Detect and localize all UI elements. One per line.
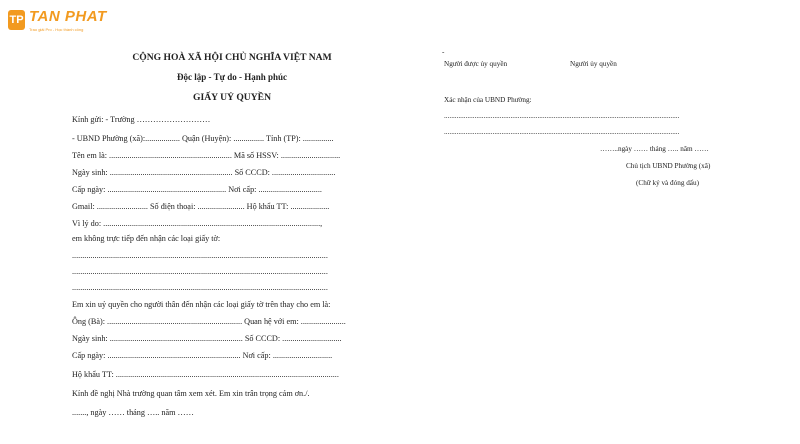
confirmation-date: ……..ngày …… tháng ….. năm …… (600, 145, 709, 153)
dotted-line: ................................................................................................................................... (444, 112, 680, 120)
form-line: Cấp ngày: .......................................................... Nơi cấp: ............................... (72, 185, 322, 194)
form-line: Ngày sinh: ............................................................ Số CCCD: ............................... (72, 168, 336, 177)
form-line: ......., ngày …… tháng ….. năm …… (72, 408, 194, 417)
form-line: Gmail: ......................... Số điện thoại: ....................... Hộ khẩu TT: ................... (72, 202, 330, 211)
form-line: Hộ khẩu TT: ............................................................................................................. (72, 370, 339, 379)
document-title: GIẤY UỶ QUYỀN (193, 92, 271, 103)
form-line: Tên em là: ............................................................ Mã số HSSV: ............................. (72, 151, 341, 160)
dotted-line: ................................................................................................................................... (444, 128, 680, 136)
form-line: ............................................................................................................................. (72, 283, 328, 292)
national-title: CỘNG HOÀ XÃ HỘI CHỦ NGHĨA VIỆT NAM (132, 52, 332, 63)
brand-tagline: Trao giải Pro - Học thành công (29, 27, 84, 32)
brand-name: TAN PHAT (29, 8, 107, 25)
form-line: Kính đề nghị Nhà trường quan tâm xem xét. Em xin trân trọng cảm ơn./. (72, 389, 310, 398)
form-line: - UBND Phường (xã):................. Quận (Huyện): ............... Tỉnh (TP): ............... (72, 134, 334, 143)
form-line: ............................................................................................................................. (72, 267, 328, 276)
national-motto: Độc lập - Tự do - Hạnh phúc (176, 72, 287, 82)
signature-note: (Chữ ký và đóng dấu) (636, 179, 699, 187)
form-line: ............................................................................................................................. (72, 251, 328, 260)
ward-confirmation-label: Xác nhận của UBND Phường: (444, 96, 532, 104)
brand-logo (8, 8, 107, 32)
form-line: Vì lý do: .........................................................................................................., (72, 219, 323, 228)
form-line: Kính gửi: - Trường ……………………… (72, 115, 211, 124)
form-line: em không trực tiếp đến nhận các loại giấy tờ: (72, 234, 221, 243)
form-line: Ông (Bà): .................................................................. Quan hệ với em: ...................... (72, 317, 346, 326)
form-line: Ngày sinh: ................................................................. Số CCCD: ............................. (72, 334, 342, 343)
dash-mark: - (442, 48, 445, 56)
form-line: Em xin uỷ quyền cho người thân đến nhận các loại giấy tờ trên thay cho em là: (72, 300, 331, 309)
form-line: Cấp ngày: ................................................................. Nơi cấp: ............................. (72, 351, 333, 360)
authorized-person-label: Người được ủy quyền (444, 60, 508, 68)
logo-mark-icon: TP (8, 10, 25, 30)
authorizer-label: Người ủy quyền (570, 60, 617, 68)
logo-text (29, 8, 107, 32)
chairman-label: Chủ tịch UBND Phường (xã) (626, 162, 711, 170)
